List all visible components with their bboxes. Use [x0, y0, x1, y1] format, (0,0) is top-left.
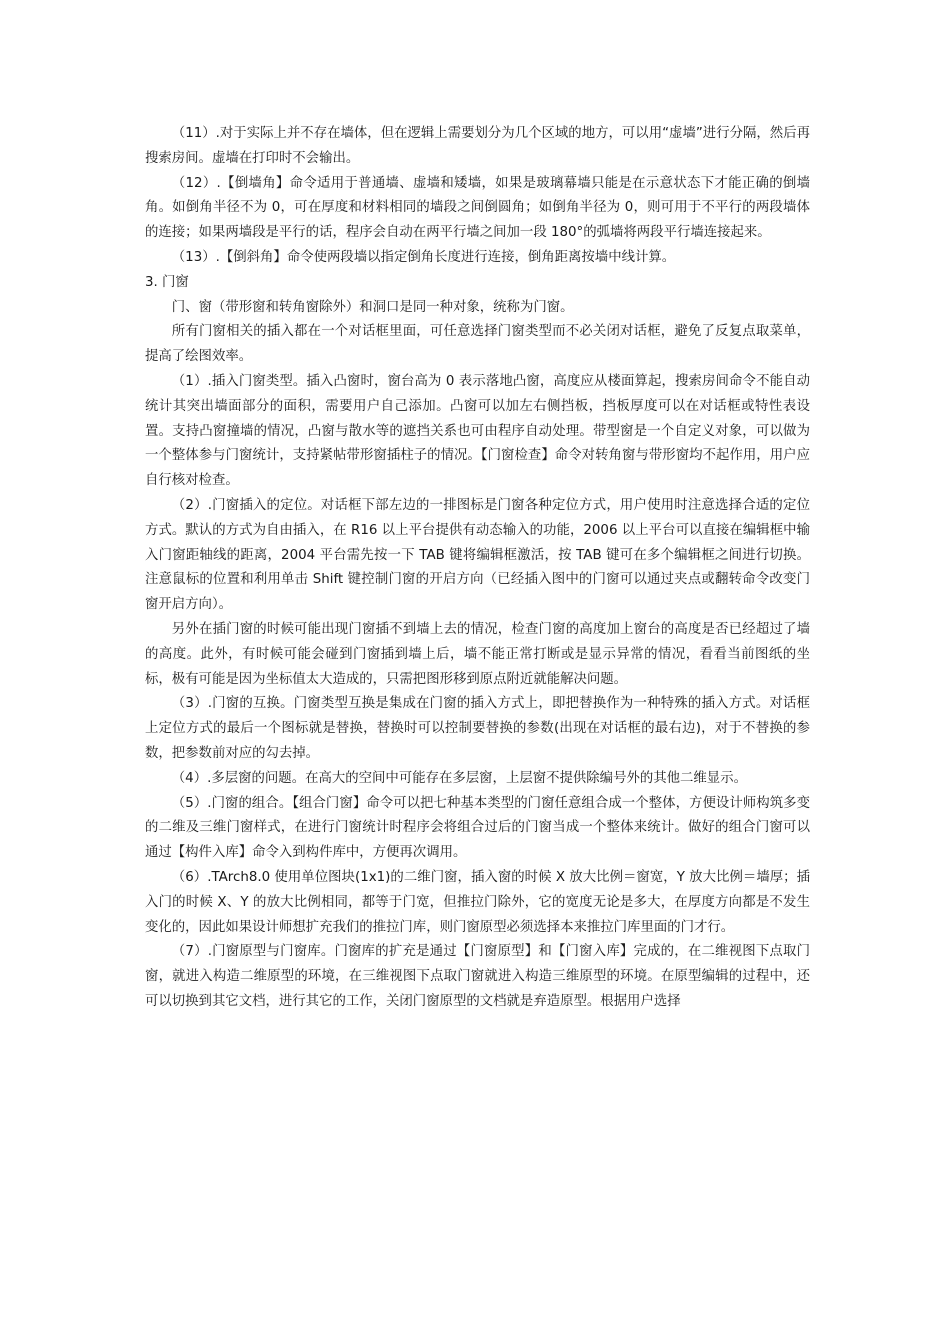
paragraph-11-virtual-wall: （11）.对于实际上并不存在墙体，但在逻辑上需要划分为几个区域的地方，可以用“虚墙”进行分隔，然后再搜索房间。虚墙在打印时不会输出。	[145, 126, 810, 166]
paragraph-5-combination: （5）.门窗的组合。【组合门窗】命令可以把七种基本类型的门窗任意组合成一个整体，方便设计师构筑多变的二维及三维门窗样式，在进行门窗统计时程序会将组合过后的门窗当成一个整体来统计。做好的组合门窗可以通过【构件入库】命令入到构件库中，方便再次调用。	[145, 795, 810, 861]
paragraph-13-wall-chamfer: （13）.【倒斜角】命令使两段墙以指定倒角长度进行连接，倒角距离按墙中线计算。	[171, 249, 676, 265]
paragraph-7-prototype-library: （7）.门窗原型与门窗库。门窗库的扩充是通过【门窗原型】和【门窗入库】完成的，在二维视图下点取门窗，就进入构造二维原型的环境，在三维视图下点取门窗就进入构造三维原型的环境。在原型编辑的过程中，还可以切换到其它文档，进行其它的工作，关闭门窗原型的文档就是弃造原型。根据用户选择	[145, 944, 810, 1009]
document-body	[145, 122, 810, 1015]
paragraph-6-tarch-blocks: （6）.TArch8.0 使用单位图块(1x1)的二维门窗，插入窗的时候 X 放大比例＝窗宽，Y 放大比例＝墙厚；插入门的时候 X、Y 的放大比例相同，都等于门宽，但推拉门除外，它的宽度无论是多大，在厚度方向都是不发生变化的，因此如果设计师想扩充我们的推拉门库，则门窗原型必须选择本来推拉门库里面的门才行。	[145, 869, 810, 935]
paragraph-12-wall-fillet: （12）.【倒墙角】命令适用于普通墙、虚墙和矮墙，如果是玻璃幕墙只能是在示意状态下才能正确的倒墙角。如倒角半径不为 0，可在厚度和材料相同的墙段之间倒圆角；如倒角半径为 0，则可用于不平行的两段墙体的连接；如果两墙段是平行的话，程序会自动在两平行墙之间加一段 180°的弧墙将两段平行墙连接起来。	[145, 175, 810, 241]
paragraph-doors-windows-definition: 门、窗（带形窗和转角窗除外）和洞口是同一种对象，统称为门窗。	[171, 299, 574, 315]
paragraph-4-multilayer-windows: （4）.多层窗的问题。在高大的空间中可能存在多层窗，上层窗不提供除编号外的其他二维显示。	[171, 770, 747, 786]
paragraph-1-insert-types: （1）.插入门窗类型。插入凸窗时，窗台高为 0 表示落地凸窗，高度应从楼面算起，搜索房间命令不能自动统计其突出墙面部分的面积，需要用户自己添加。凸窗可以加左右侧挡板，挡板厚度可以在对话框或特性表设置。支持凸窗撞墙的情况，凸窗与散水等的遮挡关系也可由程序自动处理。带型窗是一个自定义对象，可以做为一个整体参与门窗统计，支持紧帖带形窗插柱子的情况。【门窗检查】命令对转角窗与带形窗均不起作用，用户应自行核对检查。	[145, 373, 810, 489]
paragraph-3-swap: （3）.门窗的互换。门窗类型互换是集成在门窗的插入方式上，即把替换作为一种特殊的插入方式。对话框上定位方式的最后一个图标就是替换，替换时可以控制要替换的参数(出现在对话框的最右边)，对于不替换的参数，把参数前对应的勾去掉。	[145, 696, 810, 761]
paragraph-insert-dialog: 所有门窗相关的插入都在一个对话框里面，可任意选择门窗类型而不必关闭对话框，避免了反复点取菜单，提高了绘图效率。	[145, 324, 810, 365]
paragraph-2-insert-positioning: （2）.门窗插入的定位。对话框下部左边的一排图标是门窗各种定位方式，用户使用时注意选择合适的定位方式。默认的方式为自由插入，在 R16 以上平台提供有动态输入的功能，2006 以上平台可以直接在编辑框中输入门窗距轴线的距离，2004 平台需先按一下 TAB 键将编辑框激活，按 TAB 键可在多个编辑框之间进行切换。注意鼠标的位置和利用单击 Shift 键控制门窗的开启方向（已经插入图中的门窗可以通过夹点或翻转命令改变门窗开启方向）。	[145, 497, 810, 613]
paragraph-insert-troubleshooting: 另外在插门窗的时候可能出现门窗插不到墙上去的情况，检查门窗的高度加上窗台的高度是否已经超过了墙的高度。此外，有时候可能会碰到门窗插到墙上后，墙不能正常打断或是显示异常的情况，看看当前图纸的坐标，极有可能是因为坐标值太大造成的，只需把图形移到原点附近就能解决问题。	[145, 621, 810, 687]
section-heading-doors-windows: 3. 门窗	[145, 274, 189, 290]
